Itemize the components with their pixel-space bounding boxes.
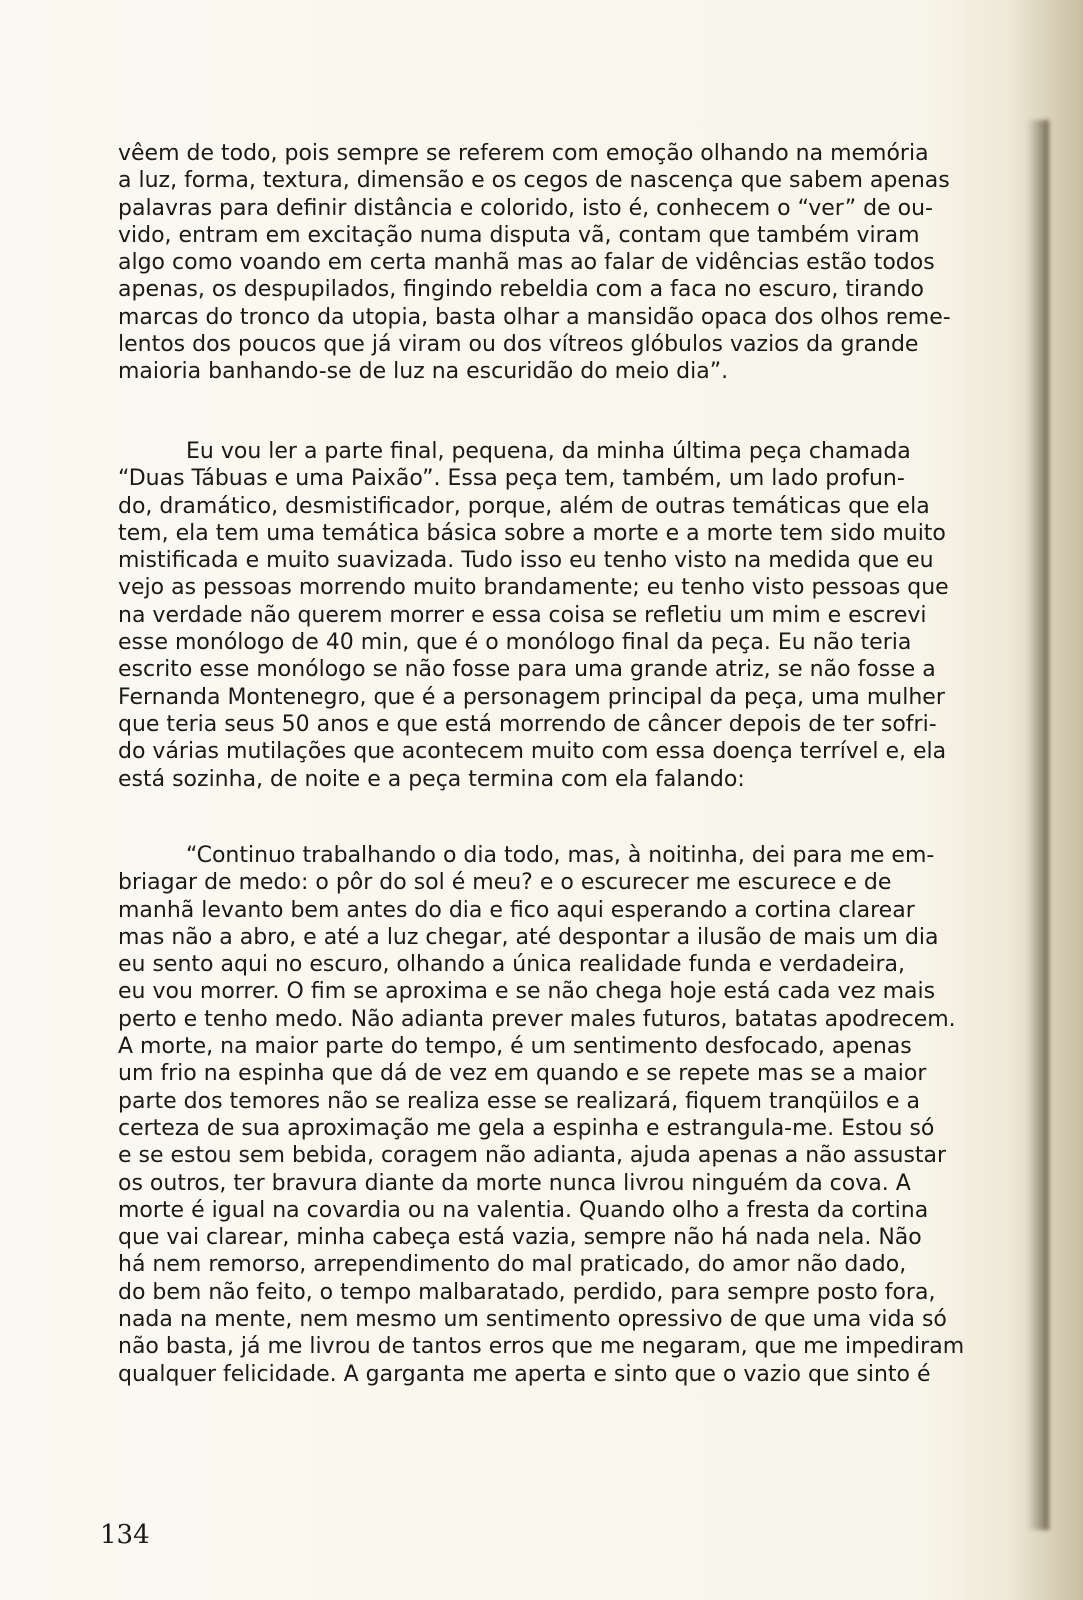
text-line: certeza de sua aproximação me gela a espinha e estrangula-me. Estou só <box>118 1115 935 1141</box>
text-line: morte é igual na covardia ou na valentia. Quando olho a fresta da cortina <box>118 1197 929 1223</box>
text-line: briagar de medo: o pôr do sol é meu? e o escurecer me escurece e de <box>118 870 892 896</box>
text-line: eu sento aqui no escuro, olhando a única realidade funda e verdadeira, <box>118 952 905 978</box>
text-line: marcas do tronco da utopia, basta olhar a mansidão opaca dos olhos reme- <box>118 304 951 330</box>
text-line: escrito esse monólogo se não fosse para uma grande atriz, se não fosse a <box>118 657 936 683</box>
text-line: um frio na espinha que dá de vez em quando e se repete mas se a maior <box>118 1061 927 1087</box>
text-line: que vai clarear, minha cabeça está vazia, sempre não há nada nela. Não <box>118 1225 922 1251</box>
text-line: nada na mente, nem mesmo um sentimento opressivo de que uma vida só <box>118 1307 947 1333</box>
text-line: maioria banhando-se de luz na escuridão do meio dia”. <box>118 359 729 385</box>
text-line: e se estou sem bebida, coragem não adianta, ajuda apenas a não assustar <box>118 1143 947 1169</box>
text-line: do bem não feito, o tempo malbaratado, perdido, para sempre posto fora, <box>118 1279 936 1305</box>
paragraph-1 <box>118 140 1043 386</box>
text-line: manhã levanto bem antes do dia e fico aqui esperando a cortina clarear <box>118 897 915 923</box>
text-line: Fernanda Montenegro, que é a personagem principal da peça, uma mulher <box>118 684 945 710</box>
text-line: algo como voando em certa manhã mas ao falar de vidências estão todos <box>118 250 935 276</box>
text-line: A morte, na maior parte do tempo, é um sentimento desfocado, apenas <box>118 1034 912 1060</box>
text-line: qualquer felicidade. A garganta me aperta e sinto que o vazio que sinto é <box>118 1361 931 1387</box>
text-line: lentos dos poucos que já viram ou dos vítreos glóbulos vazios da grande <box>118 332 919 358</box>
text-line: tem, ela tem uma temática básica sobre a morte e a morte tem sido muito <box>118 520 946 546</box>
text-line: parte dos temores não se realiza esse se realizará, fiquem tranqüilos e a <box>118 1088 921 1114</box>
text-line: palavras para definir distância e colorido, isto é, conhecem o “ver” de ou- <box>118 195 933 221</box>
text-line: Eu vou ler a parte final, pequena, da minha última peça chamada <box>186 439 911 464</box>
text-line: “Continuo trabalhando o dia todo, mas, à noitinha, dei para me em- <box>186 843 935 868</box>
text-line: os outros, ter bravura diante da morte nunca livrou ninguém da cova. A <box>118 1170 911 1196</box>
text-line: apenas, os despupilados, fingindo rebeldia com a faca no escuro, tirando <box>118 277 925 303</box>
text-line: “Duas Tábuas e uma Paixão”. Essa peça tem, também, um lado profun- <box>118 466 905 492</box>
text-line: está sozinha, de noite e a peça termina com ela falando: <box>118 766 745 792</box>
text-line: há nem remorso, arrependimento do mal praticado, do amor não dado, <box>118 1252 907 1278</box>
text-line: mistificada e muito suavizada. Tudo isso eu tenho visto na medida que eu <box>118 548 934 574</box>
text-line: que teria seus 50 anos e que está morrendo de câncer depois de ter sofri- <box>118 711 937 737</box>
text-line: do, dramático, desmistificador, porque, além de outras temáticas que ela <box>118 493 930 519</box>
page-number: 134 <box>100 1520 150 1550</box>
text-line: mas não a abro, e até a luz chegar, até despontar a ilusão de mais um dia <box>118 924 939 950</box>
paragraph-2 <box>118 438 1043 793</box>
text-line: esse monólogo de 40 min, que é o monólogo final da peça. Eu não teria <box>118 630 912 656</box>
text-line: perto e tenho medo. Não adianta prever males futuros, batatas apodrecem. <box>118 1006 956 1032</box>
text-line: vido, entram em excitação numa disputa vã, contam que também viram <box>118 222 920 248</box>
text-line: a luz, forma, textura, dimensão e os cegos de nascença que sabem apenas <box>118 168 950 194</box>
paragraph-3-quote <box>118 842 1043 1388</box>
text-line: não basta, já me livrou de tantos erros que me negaram, que me impediram <box>118 1334 965 1360</box>
text-line: vejo as pessoas morrendo muito brandamente; eu tenho visto pessoas que <box>118 575 949 601</box>
text-line: na verdade não querem morrer e essa coisa se refletiu um mim e escrevi <box>118 602 927 628</box>
text-line: do várias mutilações que acontecem muito com essa doença terrível e, ela <box>118 739 947 765</box>
text-line: eu vou morrer. O fim se aproxima e se não chega hoje está cada vez mais <box>118 979 936 1005</box>
text-line: vêem de todo, pois sempre se referem com emoção olhando na memória <box>118 141 929 166</box>
